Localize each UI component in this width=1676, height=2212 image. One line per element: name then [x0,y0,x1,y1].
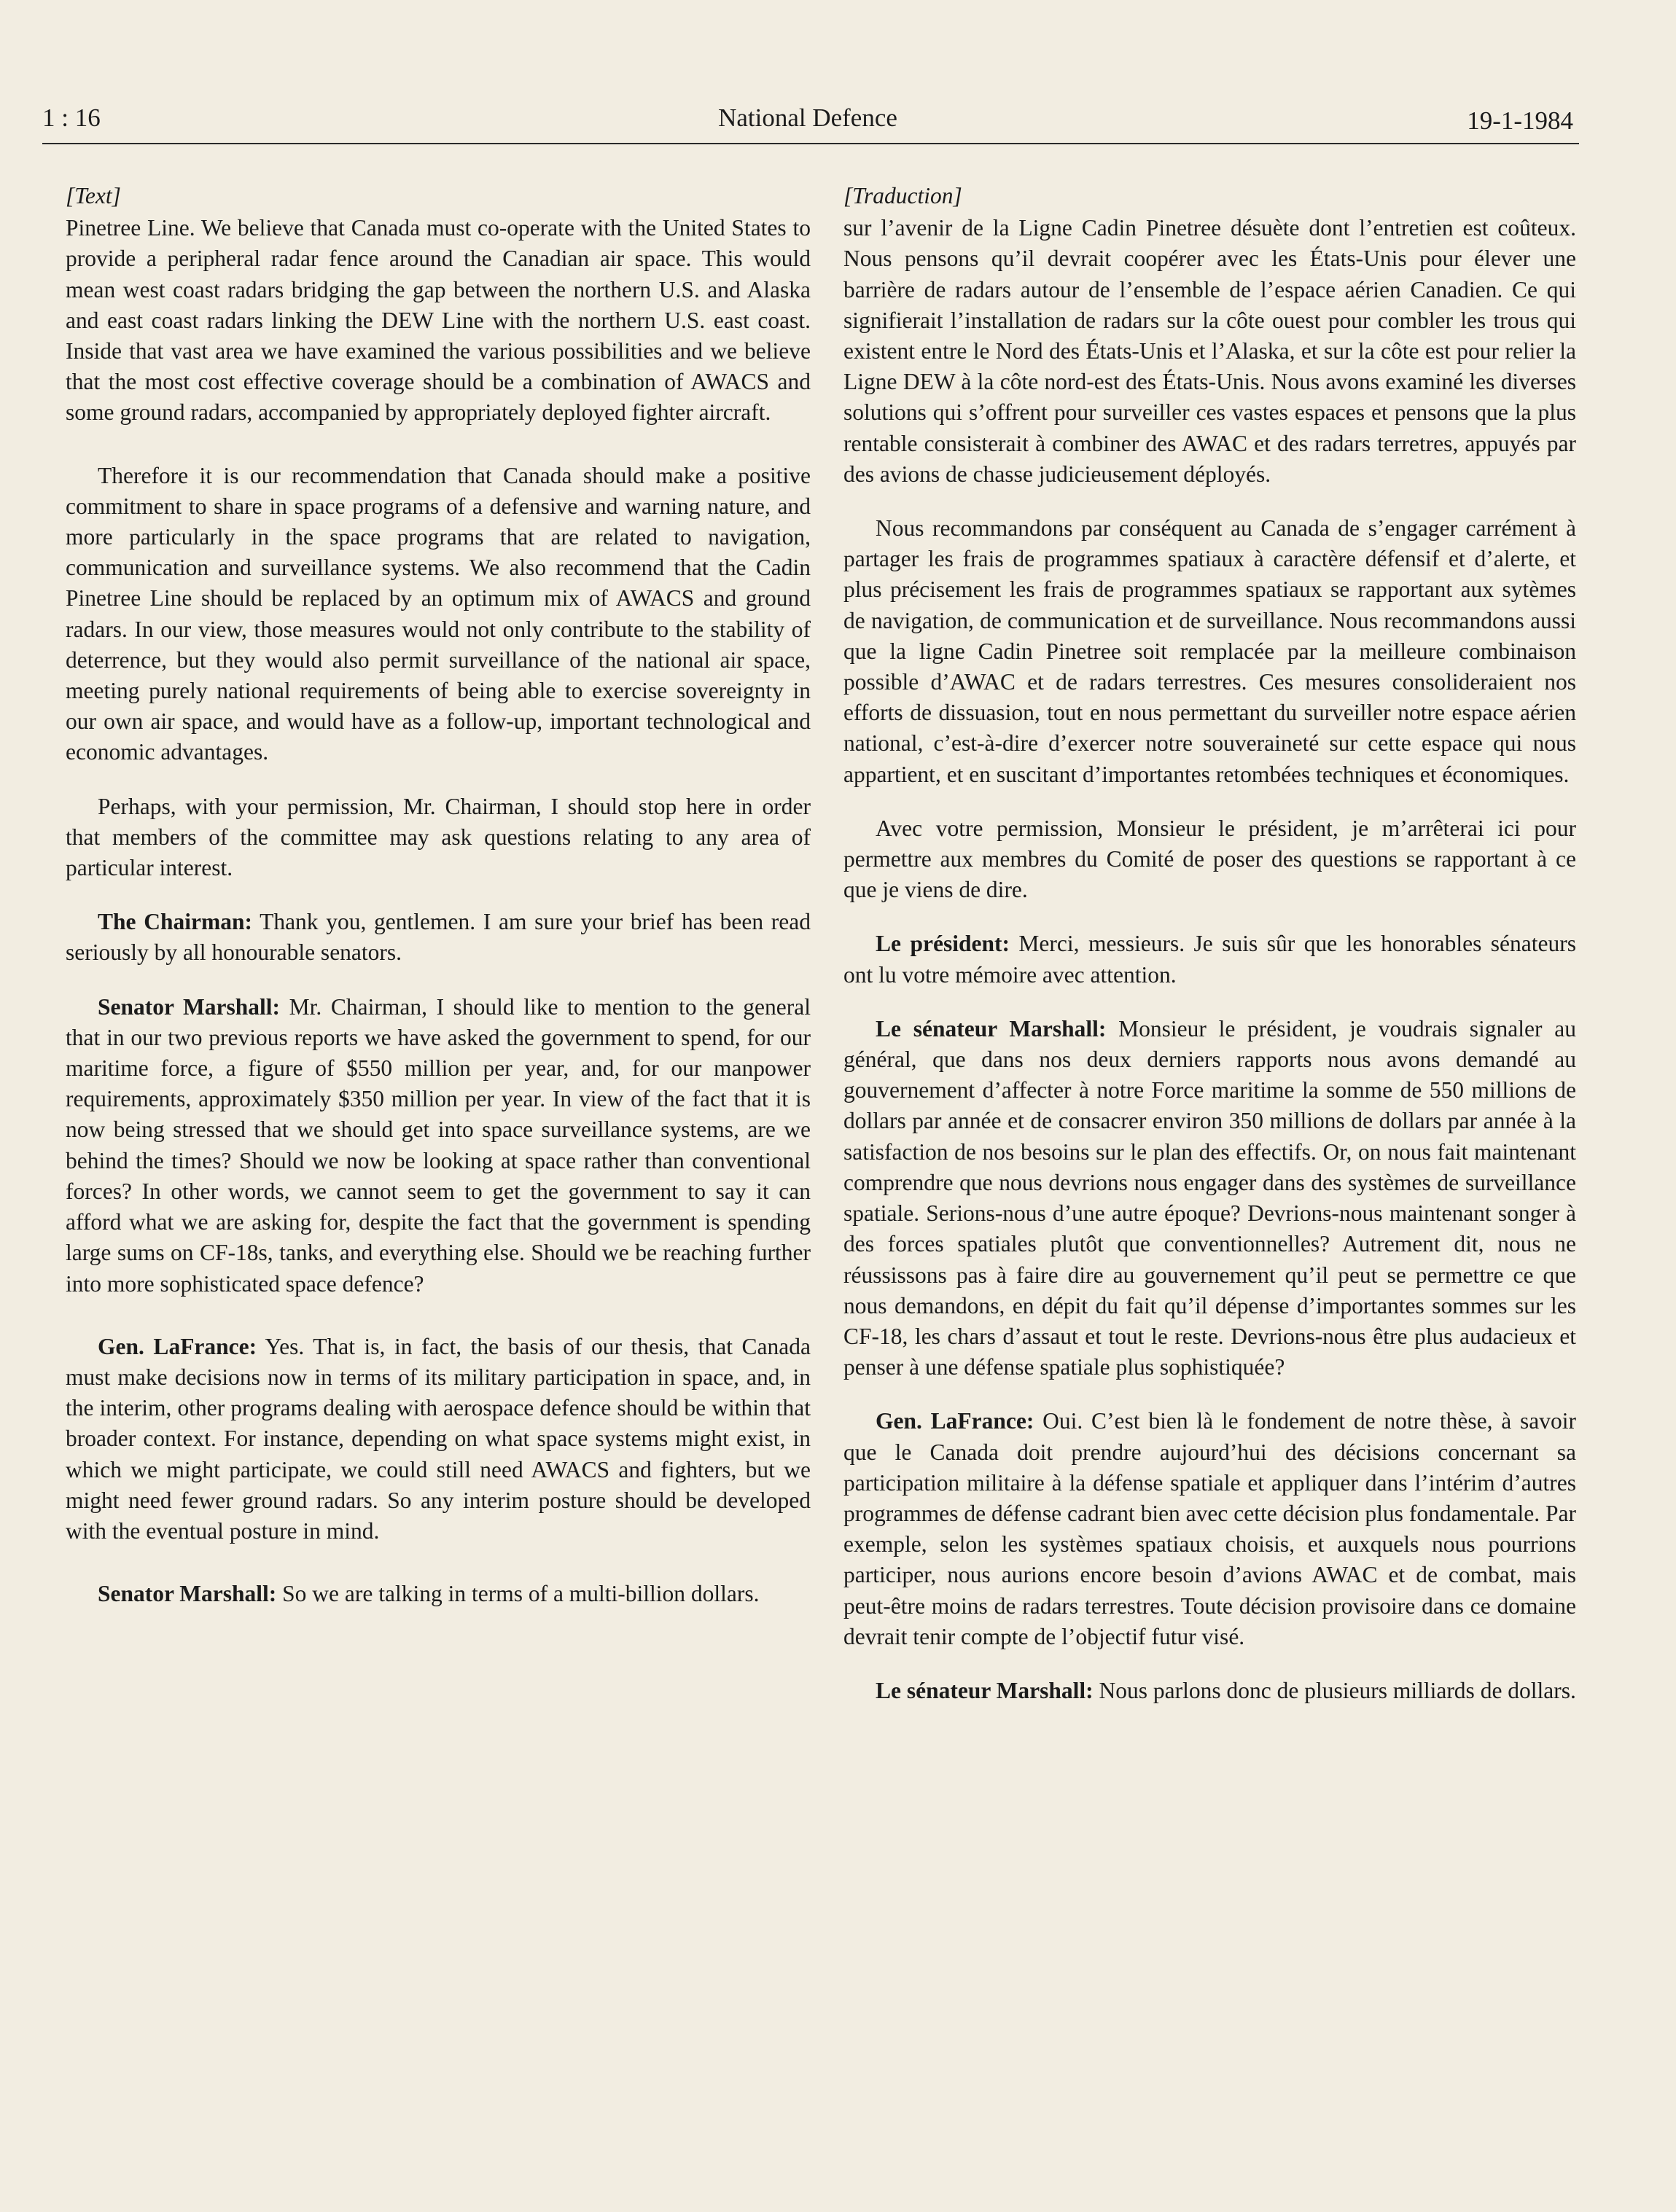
paragraph [843,1014,1576,1383]
french-column [843,181,1576,1730]
paragraph: Perhaps, with your permission, Mr. Chairman, I should stop here in order that members of the committee may ask questions relating to any area of particular interest. [66,793,811,881]
paragraph: Therefore it is our recommendation that Canada should make a positive commitment to share in space programs of a defensive and warning nature, and more particularly in the space programs that are related to navigation, communication and surveillance systems. We also recommend that the Cadin Pinetree Line should be replaced by an optimum mix of AWACS and ground radars. In our view, those measures would not only contribute to the stability of deterrence, but they would also permit surveillance of the national air space, meeting purely national requirements of being able to exercise sovereignty in our own air space, and would have as a follow-up, important technological and economic advantages. [66,462,811,765]
speech-text: Yes. That is, in fact, the basis of our thesis, that Canada must make decisions now in terms of its military participation in space, and, in the interim, other programs dealing with aerospace defence should be within that broader context. For instance, depending on what space systems might exist, in which we might participate, we could still need AWACS and fighters, but we might need fewer ground radars. So any interim posture should be developed with the eventual posture in mind. [66,1333,811,1544]
speech-text: Mr. Chairman, I should like to mention to the general that in our two previous reports we have asked the government to spend, for our maritime force, a figure of $550 million per year, and, for our manpower requirements, approximately $350 million per year. In view of the fact that it is now being stressed that we should get into space surveillance systems, are we behind the times? Should we now be looking at space rather than conventional forces? In other words, we cannot seem to get the government to say it can afford what we are asking for, despite the fact that the government is spending large sums on CF-18s, tanks, and everything else. Should we be reaching further into more sophisticated space defence? [66,993,811,1297]
page-header [42,103,1573,144]
speech-text: Oui. C’est bien là le fondement de notre thèse, à savoir que le Canada doit prendre aujourd’hui des décisions concernant sa participation militaire à la défense spatiale et appliquer dans l’intérim d’autres programmes de défense cadrant bien avec cette décision plus fondamentale. Par exemple, selon les systèmes spatiaux choisis, et auxquels nous pourrions participer, nous aurions encore besoin d’avions AWAC et de combat, mais peut-être moins de radars terrestres. Toute décision provisoire dans ce domaine devrait tenir compte de l’objectif futur visé. [843,1408,1576,1649]
speaker-name: Le président: [876,931,1010,957]
speaker-name: Le sénateur Marshall: [876,1015,1107,1041]
speaker-name: Senator Marshall: [98,993,281,1020]
publication-title: National Defence [718,103,897,132]
speaker-name: Gen. LaFrance: [876,1408,1034,1434]
paragraph: Avec votre permission, Monsieur le président, je m’arrêterai ici pour permettre aux membres du Comité de poser des questions se rapportant à ce que je viens de dire. [843,815,1576,903]
speech-text: Nous parlons donc de plusieurs milliards de dollars. [1093,1677,1576,1703]
header-rule [42,143,1579,144]
paragraph [66,907,811,968]
speaker-name: The Chairman: [98,909,252,935]
paragraph: Nous recommandons par conséquent au Canada de s’engager carrément à partager les frais de programmes spatiaux à caractère défensif et d’alerte, et plus précisement les frais de programmes spatiaux se rapportant aux sytèmes de navigation, de communication et de surveillance. Nous recommandons aussi que la ligne Cadin Pinetree soit remplacée par la meilleure combinaison possible d’AWAC et de radars terrestres. Ces mesures consolideraient nos efforts de dissuasion, tout en nous permettant du surveiller notre espace aérien national, c’est-à-dire d’exercer notre souveraineté sur cette espace qui nous appartient, et en suscitant d’importantes retombées techniques et économiques. [843,515,1576,787]
paragraph [66,1579,811,1609]
paragraph [66,992,811,1300]
speaker-name: Senator Marshall: [98,1581,277,1607]
paragraph [66,1332,811,1547]
paragraph: sur l’avenir de la Ligne Cadin Pinetree désuète dont l’entretien est coûteux. Nous pensons qu’il devrait coopérer avec les États-Unis pour élever une barrière de radars autour de l’ensemble de l’espace aérien Canadien. Ce qui signifierait l’installation de radars sur la côte ouest pour combler les trous qui existent entre le Nord des États-Unis et l’Alaska, et sur la côte est pour relier la Ligne DEW à la côte nord-est des États-Unis. Nous avons examiné les diverses solutions qui s’offrent pour surveiller ces vastes espaces et pensons que la plus rentable consisterait à combiner des AWAC et des radars terretres, appuyés par des avions de chasse judicieusement déployés. [843,215,1576,487]
text-label: [Text] [66,183,121,208]
paragraph [843,1676,1576,1706]
speaker-name: Gen. LaFrance: [98,1333,257,1359]
paragraph: Pinetree Line. We believe that Canada must co-operate with the United States to provide a peripheral radar fence around the Canadian air space. This would mean west coast radars bridging the gap between the northern U.S. and Alaska and east coast radars linking the DEW Line with the northern U.S. east coast. Inside that vast area we have examined the various possibilities and we believe that the most cost effective coverage should be a combination of AWACS and some ground radars, accompanied by appropriately deployed fighter aircraft. [66,215,811,426]
speech-text: So we are talking in terms of a multi-billion dollars. [276,1581,760,1607]
speech-text: Thank you, gentlemen. I am sure your brief has been read seriously by all honourable senators. [66,909,811,966]
page-number: 1 : 16 [42,103,101,132]
traduction-label: [Traduction] [843,183,962,208]
paragraph [843,1406,1576,1652]
paragraph [843,929,1576,990]
page-date: 19-1-1984 [1467,106,1573,135]
english-column [66,181,811,1633]
speech-text: Merci, messieurs. Je suis sûr que les honorables sénateurs ont lu votre mémoire avec attention. [843,931,1576,988]
speech-text: Monsieur le président, je voudrais signaler au général, que dans nos deux derniers rapports nous avons demandé au gouvernement d’affecter à notre Force maritime la somme de 550 millions de dollars par année et de consacrer environ 350 millions de dollars par année à la satisfaction de nos besoins sur le plan des effectifs. Or, on nous fait maintenant comprendre que nous devrions nous engager dans des systèmes de surveillance spatiale. Serions-nous d’une autre époque? Devrions-nous maintenant songer à des forces spatiales plutôt que conventionnelles? Autrement dit, nous ne réussissons pas à faire dire au gouvernement qu’il peut se permettre ce que nous demandons, en dépit du fait qu’il dépense d’importantes sommes sur les CF-18, les chars d’assaut et tout le reste. Devrions-nous être plus audacieux et penser à une défense spatiale plus sophistiquée? [843,1015,1576,1380]
speaker-name: Le sénateur Marshall: [876,1677,1094,1703]
